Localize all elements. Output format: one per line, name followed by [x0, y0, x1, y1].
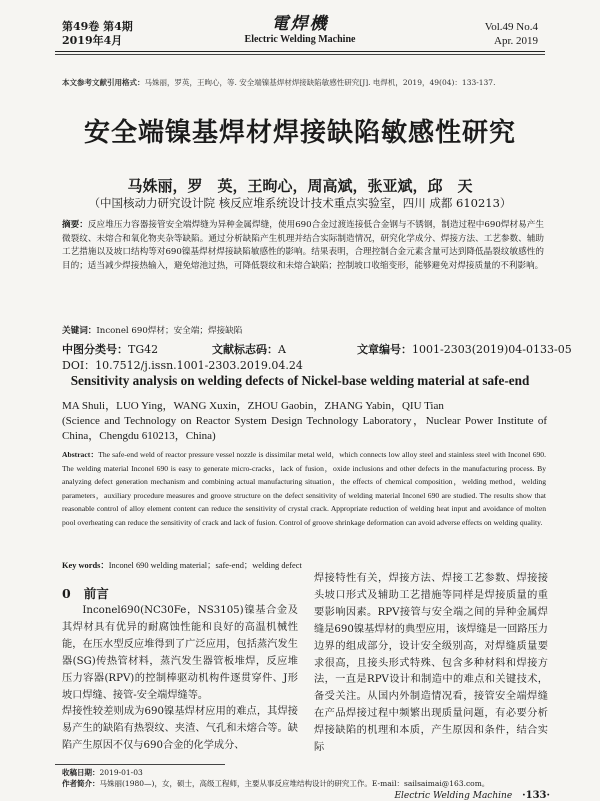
footnote: [62, 768, 542, 789]
abstract-cn: [62, 219, 544, 273]
keywords-en: [62, 559, 302, 571]
volume-en: Vol.49 No.4: [484, 21, 538, 33]
abstract-en: [62, 448, 546, 530]
keywords-cn: [62, 324, 242, 336]
body-left-text: Inconel690(NC30Fe，NS3105)镍基合金及其焊材具有优异的耐腐蚀性能和良好的高温机械性能，在压水型反应堆得到了广泛应用，包括蒸汽发生器(SG)传热管材料，蒸汽发生器管板堆焊，反应堆压力容器(RPV)的控制棒驱动机构件逐贯穿件、J形坡口焊缝、接管-安全端焊缝等。 焊接性较差则成为690镍基焊材应用的难点，其焊接易产生的缺陷有热裂纹、夹渣、气孔和未熔合等。缺陷产生原因不仅与690合金的化学成分、: [62, 605, 298, 752]
author-bio: 作者简介：马姝丽(1980—)，女，硕士，高级工程师，主要从事反应堆结构设计的研究工作。E-mail：sailsaimai@163.com。: [62, 778, 490, 788]
article-title-en: Sensitivity analysis on welding defects of Nickel-base welding material at safe-end: [70, 373, 530, 388]
citation-label: 本文参考文献引用格式：: [62, 78, 145, 87]
doi: DOI：10.7512/j.issn.1001-2303.2019.04.24: [62, 359, 303, 372]
body-column-left: [62, 603, 298, 755]
authors-en: MA Shuli，LUO Ying，WANG Xuxin，ZHOU Gaobin，ZHANG Yabin，QIU Tian: [62, 400, 444, 412]
body-right-text: 焊接特性有关，焊接方法、焊接工艺参数、焊接接头坡口形式及辅助工艺措施等同样是焊接质量的重要影响因素。RPV接管与安全端之间的异种金属焊缝是690镍基焊材的典型应用，该焊缝是一回路压力边界的组成部分，设计安全级别高，对焊缝质量要求很高，且接头形式特殊、包含多种材料和焊接方法，一直是RPV设计和制造中的难点和关键技术，备受关注。从国内外制造情况看，接管安全端焊缝在产品焊接过程中频繁出现质量问题，有必要分析焊接缺陷的机理和本质，产生原因和条件，结合实际: [314, 573, 548, 754]
abstract-cn-label: 摘要：: [62, 220, 88, 230]
journal-masthead: [200, 14, 400, 46]
footer-journal: Electric Welding Machine: [394, 791, 513, 801]
section-heading: [62, 584, 109, 602]
abstract-cn-text: 反应堆压力容器接管安全端焊缝为异种金属焊缝，使用690合金过渡连接低合金钢与不锈钢，制造过程中690焊材易产生微裂纹、未熔合和氧化物夹杂等缺陷。通过分析缺陷产生机理并结合实际制造情况，研究化学成分、焊接方法、工艺参数、辅助工艺措施以及坡口结构等对690镍基焊材焊接缺陷敏感性的影响。结果表明，合理控制合金元素含量可达到降低晶裂纹敏感性的目的；适当减少焊接热输入，避免熔池过热，可降低裂纹和未熔合缺陷；控制坡口收缩变形，能够避免对焊接质量的不利影响。: [62, 220, 544, 271]
journal-name-cn: 電焊機: [271, 14, 329, 34]
keywords-cn-text: Inconel 690焊材；安全端；焊接缺陷: [96, 326, 243, 336]
page-footer: [394, 790, 550, 801]
classification-row: [62, 341, 572, 356]
journal-name-en: Electric Welding Machine: [244, 34, 356, 45]
footnote-rule: [55, 764, 225, 765]
received-date: 收稿日期：2019-01-03: [62, 768, 143, 777]
header-rule-thin: [55, 54, 545, 55]
header-volume-info: [62, 20, 133, 48]
article-title-cn: 安全端镍基焊材焊接缺陷敏感性研究: [83, 118, 516, 148]
affiliation-en: (Science and Technology on Reactor System Design Technology Laboratory，Nuclear Power Institute of China，Chengdu 610213，China): [62, 415, 547, 442]
keywords-en-label: Key words：: [62, 561, 109, 570]
section-title: 前言: [83, 586, 109, 601]
authors-cn: 马姝丽，罗 英，王昫心，周高斌，张亚斌，邱 天: [127, 177, 473, 195]
date-cn: 2019年4月: [62, 34, 123, 47]
body-column-right: [314, 571, 548, 757]
document-code: 文献标志码：A: [212, 343, 286, 356]
affiliation-cn: （中国核动力研究设计院 核反应堆系统设计技术重点实验室，四川 成都 610213）: [88, 196, 512, 210]
article-number: 文章编号：1001-2303(2019)04-0133-05: [357, 343, 572, 356]
clc-code: 中图分类号：TG42: [62, 343, 159, 356]
page-number: ·133·: [522, 790, 550, 801]
header-volume-en: [485, 20, 538, 48]
citation-text: 马姝丽，罗英，王昫心，等. 安全端镍基焊材焊接缺陷敏感性研究[J]. 电焊机，2019，49(04)：133-137.: [144, 78, 496, 87]
date-en: Apr. 2019: [494, 35, 538, 47]
header-rule: [55, 51, 545, 52]
volume-cn: 第49卷 第4期: [62, 20, 133, 33]
abstract-en-text: The safe-end weld of reactor pressure vessel nozzle is dissimilar metal weld，which connects low alloy steel and stainless steel with Inconel 690. The welding material Inconel 690 is easy to generate micro-cracks，lack of fusion，oxide inclusions and other defects in the manufacturing process. By analyzing defect generation mechanism and combining actual manufacturing situation，the effects of chemical composition，welding method，welding parameters，auxiliary procedure measures and groove structure on the defect sensitivity of welding material Inconel 690 are studied. The results show that reasonable control of alloy element content can reduce the sensitivity of crystal crack. Appropriate reduction of welding heat input and avoidance of molten pool overheating can reduce the sensitivity of crack and lack of fusion. Control of groove shrinkage deformation can avoid adverse effects on welding quality.: [62, 450, 546, 527]
abstract-en-label: Abstract：: [62, 450, 99, 459]
citation-line: [62, 78, 542, 88]
section-number: 0: [62, 586, 71, 601]
keywords-en-text: Inconel 690 welding material；safe-end；welding defect: [108, 561, 302, 570]
keywords-cn-label: 关键词：: [62, 326, 97, 336]
